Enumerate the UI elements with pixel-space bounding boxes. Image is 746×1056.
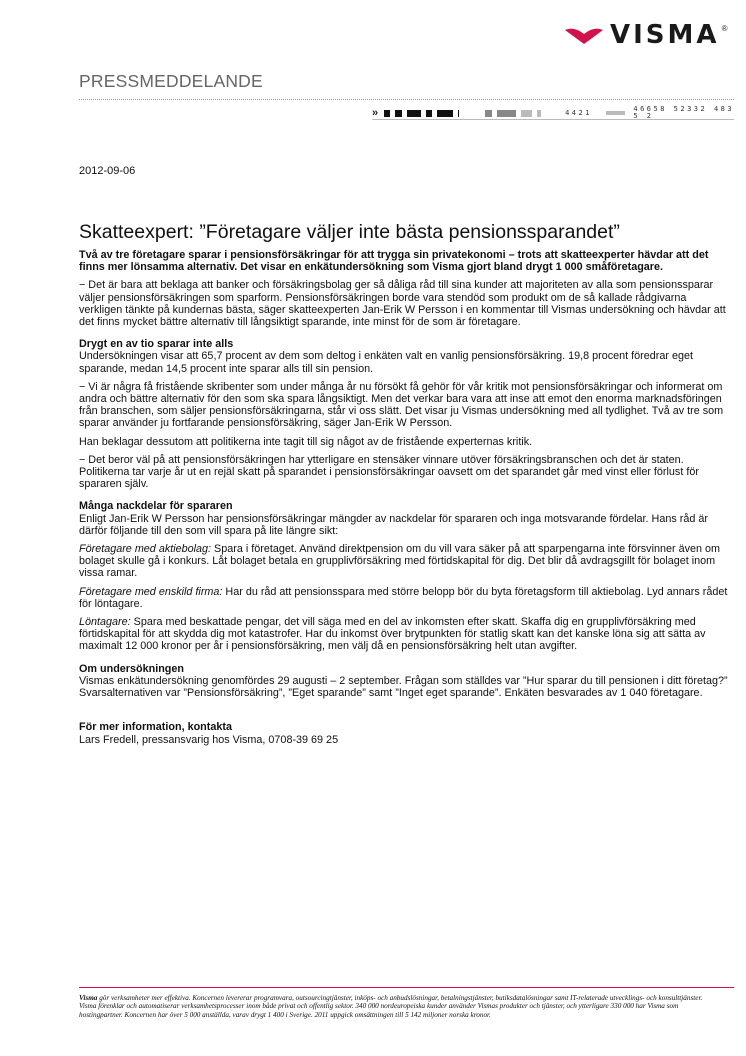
section-heading: Om undersökningen <box>79 662 184 675</box>
paragraph: Undersökningen visar att 65,7 procent av dem som deltog i enkäten valt en vanlig pensionsförsäkring. 19,8 procent föredrar eget sparande, medan 14,5 procent inte sparar alls till sin pension. <box>79 350 693 375</box>
barcode-chevron: » <box>372 106 379 119</box>
paragraph: − Det beror väl på att pensionsförsäkringen har ytterligare en stensäker vinnare utöver försäkringsbranschen och det är staten. Politikerna tar varje år ut en rejäl skatt på sparandet i pensionsförsäkringar oavsett om det sparandet går med vinst eller förlust för spararen själv. <box>79 453 699 491</box>
section-heading: Drygt en av tio sparar inte alls <box>79 338 234 351</box>
section-heading: Många nackdelar för spararen <box>79 500 233 513</box>
barcode-bar <box>606 111 625 115</box>
paragraph: − Det är bara att beklaga att banker och försäkringsbolag ger så dåliga råd till sina kunder att majoriteten av alla som pensionssparar väljer pensionsförsäkringen som sparform. Pensionsförsäkringen borde vara stendöd som produkt om de så kallade rådgivarna verkligen tänkte på kundernas bästa, säger skatteexperten Jan-Erik W Persson i en kommentar till Vismas undersökning och hävdar att det finns mycket bättre alternativ till långsiktigt sparande, inte minst för de som är företagare. <box>79 279 726 329</box>
barcode-bar <box>426 110 432 117</box>
paragraph: Han beklagar dessutom att politikerna inte tagit till sig något av de fristående experternas kritik. <box>79 435 533 448</box>
barcode-bar <box>437 110 453 117</box>
advice-lontagare <box>79 616 729 653</box>
footer-divider <box>79 987 734 988</box>
advice-text: Har du råd att pensionsspara med större belopp bör du byta företagsform till aktiebolag. Lyd annars rådet för löntagare. <box>79 585 728 610</box>
paragraph: − Vi är några få fristående skribenter som under många år nu försökt få gehör för vår kritik mot pensionsförsäkringar och informerat om andra och bättre alternativ för den som ska spara långsiktigt. Men det verkar bara vara att inse att emot den enorma marknadsföringen från branschen, som säljer pensionsförsäkringarna, står vi oss slätt. Det visar ju Vismas undersökning med all tydlighet. Två av tre som sparar använder ju fortfarande pensionsförsäkring, säger Jan-Erik W Persson. <box>79 380 724 430</box>
article-body <box>79 221 729 752</box>
release-date: 2012-09-06 <box>79 165 136 177</box>
logo-text: VISMA <box>610 20 720 50</box>
barcode-bar <box>384 110 390 117</box>
barcode-bar <box>407 110 421 117</box>
press-release-label: PRESSMEDDELANDE <box>79 71 263 91</box>
paragraph: Enligt Jan-Erik W Persson har pensionsförsäkringar mängder av nackdelar för spararen och inga motsvarande fördelar. Hans råd är därför följande till den som vill spara på lite längre sikt: <box>79 512 708 537</box>
article-title: Skatteexpert: ”Företagare väljer inte bästa pensionssparandet” <box>79 221 620 243</box>
barcode-number: 46658 52332 483 5 2 <box>633 105 735 120</box>
footer-text: gör verksamheter mer effektiva. Koncernen levererar programvara, outsourcingtjänster, inköps- och anbudslösningar, betalningstjänster, butiksdatalösningar samt IT-relaterade utvecklings- och konsulttjänster. Visma förenklar och automatiserar verksamhetsprocesser inom både privat och offentlig sektor. 340 000 nordeuropeiska kunder använder Vismas produkter och tjänster, och ytterligare 330 000 har Visma som hostingpartner. Koncernen har över 5 000 anställda, varav drygt 1 400 i Sverige. 2011 uppgick omsättningen till 5 142 miljoner norska kronor. <box>79 994 703 1019</box>
advice-aktiebolag <box>79 543 729 580</box>
visma-swoosh-icon <box>564 24 604 46</box>
paragraph: Vismas enkätundersökning genomfördes 29 augusti – 2 september. Frågan som ställdes var ”Hur sparar du till pensionen i ditt företag?” Svarsalternativen var ”Pensionsförsäkring”, ”Eget sparande” samt ”Inget eget sparande”. Enkäten besvarades av 1 040 företagare. <box>79 674 728 700</box>
barcode-bar <box>521 110 532 117</box>
footer-brand: Visma <box>79 994 98 1002</box>
advice-label: Företagare med aktiebolag: <box>79 543 212 556</box>
barcode-number: 4421 <box>565 108 592 117</box>
contact-heading: För mer information, kontakta <box>79 721 232 734</box>
footer-boilerplate <box>79 994 719 1019</box>
advice-label: Företagare med enskild firma: <box>79 585 223 598</box>
contact-line: Lars Fredell, pressansvarig hos Visma, 0708-39 69 25 <box>79 733 339 746</box>
barcode-underline <box>372 119 734 120</box>
header-divider <box>79 99 734 100</box>
barcode-bar <box>497 110 516 117</box>
article-lead: Två av tre företagare sparar i pensionsförsäkringar för att trygga sin privatekonomi – trots att skatteexperter hävdar att det finns mer lönsamma alternativ. Det visar en enkätundersökning som Visma gjort bland drygt 1 000 småföretagare. <box>79 249 709 274</box>
barcode-bar <box>485 110 491 117</box>
barcode-bar <box>458 110 460 117</box>
advice-text: Spara i företaget. Använd direktpension om du vill vara säker på att sparpengarna inte försvinner även om bolaget skulle gå i konkurs. Låt bolaget betala en grupplivförsäkring med förtidskapital för dig. Det blir då avdragsgillt för bolaget inom vissa ramar. <box>79 543 720 580</box>
barcode-bar <box>537 110 541 117</box>
advice-label: Löntagare: <box>79 616 131 629</box>
visma-logo <box>564 20 728 50</box>
logo-registered-mark: ® <box>721 24 728 33</box>
barcode-bar <box>395 110 401 117</box>
advice-text: Spara med beskattade pengar, det vill säga med en del av inkomsten efter skatt. Skaffa dig en grupplivförsäkring med förtidskapital för att skydda dig mot katastrofer. Har du inkomst över brytpunkten för statlig skatt kan det kanske löna sig att sätta av maximalt 12 000 kronor per år i pensionsförsäkring, men välj då en pensionsförsäkring helt utan avgifter. <box>79 616 706 653</box>
barcode-strip <box>372 107 746 119</box>
advice-enskild-firma <box>79 586 729 610</box>
